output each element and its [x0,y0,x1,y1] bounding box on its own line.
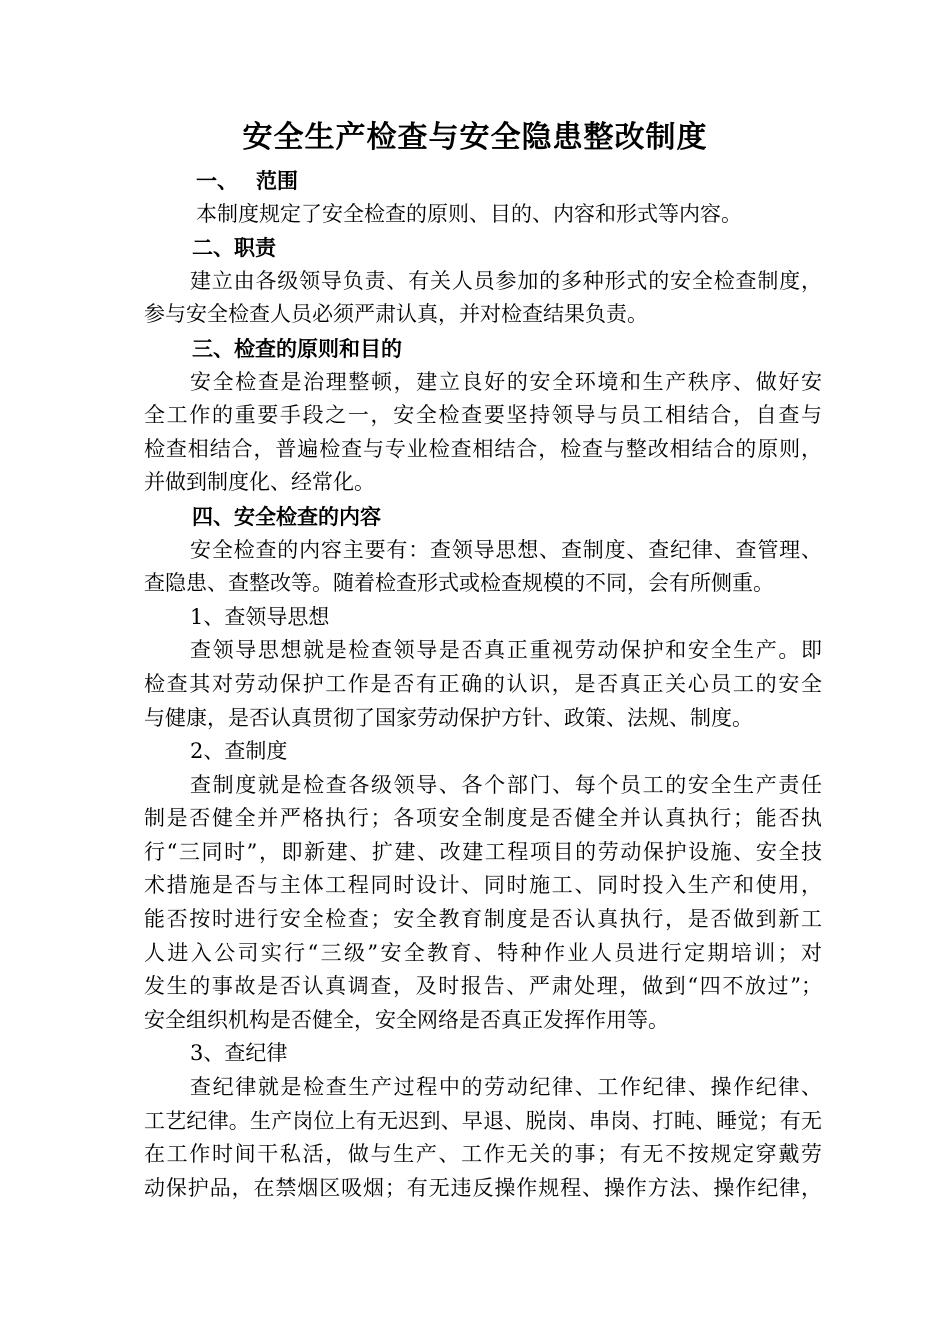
section-heading-responsibility: 二、职责 [192,235,276,261]
paragraph-line: 发生的事故是否认真调查，及时报告、严肃处理，做到“四不放过”； [144,974,822,999]
paragraph-line: 与健康，是否认真贯彻了国家劳动保护方针、政策、法规、制度。 [144,705,753,730]
paragraph-line: 安全检查是治理整顿，建立良好的安全环境和生产秩序、做好安 [190,369,822,394]
paragraph-line: 动保护品，在禁烟区吸烟；有无违反操作规程、操作方法、操作纪律， [144,1175,822,1200]
paragraph-line: 查领导思想就是检查领导是否真正重视劳动保护和安全生产。即 [190,638,822,663]
subsection-heading-discipline: 3、查纪律 [190,1041,288,1066]
paragraph-line: 全工作的重要手段之一，安全检查要坚持领导与员工相结合，自查与 [144,403,822,428]
paragraph-line: 行“三同时”，即新建、扩建、改建工程项目的劳动保护设施、安全技 [144,839,822,864]
paragraph-line: 在工作时间干私活，做与生产、工作无关的事；有无不按规定穿戴劳 [144,1142,822,1167]
paragraph-line: 人进入公司实行“三级”安全教育、特种作业人员进行定期培训；对 [144,940,822,965]
section-heading-principles: 三、检查的原则和目的 [192,335,402,361]
paragraph-line: 安全检查的内容主要有：查领导思想、查制度、查纪律、查管理、 [190,537,822,562]
paragraph-line: 建立由各级领导负责、有关人员参加的多种形式的安全检查制度， [190,268,822,293]
paragraph-line: 安全组织机构是否健全，安全网络是否真正发挥作用等。 [144,1007,669,1032]
paragraph-line: 并做到制度化、经常化。 [144,470,375,495]
paragraph-line: 查制度就是检查各级领导、各个部门、每个员工的安全生产责任 [190,772,822,797]
paragraph-line: 参与安全检查人员必须严肃认真，并对检查结果负责。 [144,302,648,327]
subsection-heading-system: 2、查制度 [190,739,288,764]
document-body [144,164,822,1205]
paragraph-line: 检查其对劳动保护工作是否有正确的认识，是否真正关心员工的安全 [144,671,822,696]
paragraph-line: 制是否健全并严格执行；各项安全制度是否健全并认真执行；能否执 [144,806,822,831]
paragraph-line: 工艺纪律。生产岗位上有无迟到、早退、脱岗、串岗、打盹、睡觉；有无 [144,1108,822,1133]
document-title: 安全生产检查与安全隐患整改制度 [242,120,708,155]
paragraph-line: 查纪律就是检查生产过程中的劳动纪律、工作纪律、操作纪律、 [190,1075,822,1100]
paragraph-line: 本制度规定了安全检查的原则、目的、内容和形式等内容。 [196,201,742,226]
paragraph-line: 能否按时进行安全检查；安全教育制度是否认真执行，是否做到新工 [144,907,822,932]
section-title: 范围 [256,168,298,193]
section-number: 一、 [196,168,238,193]
paragraph-line: 检查相结合，普遍检查与专业检查相结合，检查与整改相结合的原则， [144,436,822,461]
paragraph-line: 查隐患、查整改等。随着检查形式或检查规模的不同，会有所侧重。 [144,571,774,596]
section-heading-scope [144,164,822,198]
section-heading-content: 四、安全检查的内容 [192,503,381,529]
subsection-heading-leadership: 1、查领导思想 [190,604,330,629]
paragraph-line: 术措施是否与主体工程同时设计、同时施工、同时投入生产和使用， [144,873,822,898]
